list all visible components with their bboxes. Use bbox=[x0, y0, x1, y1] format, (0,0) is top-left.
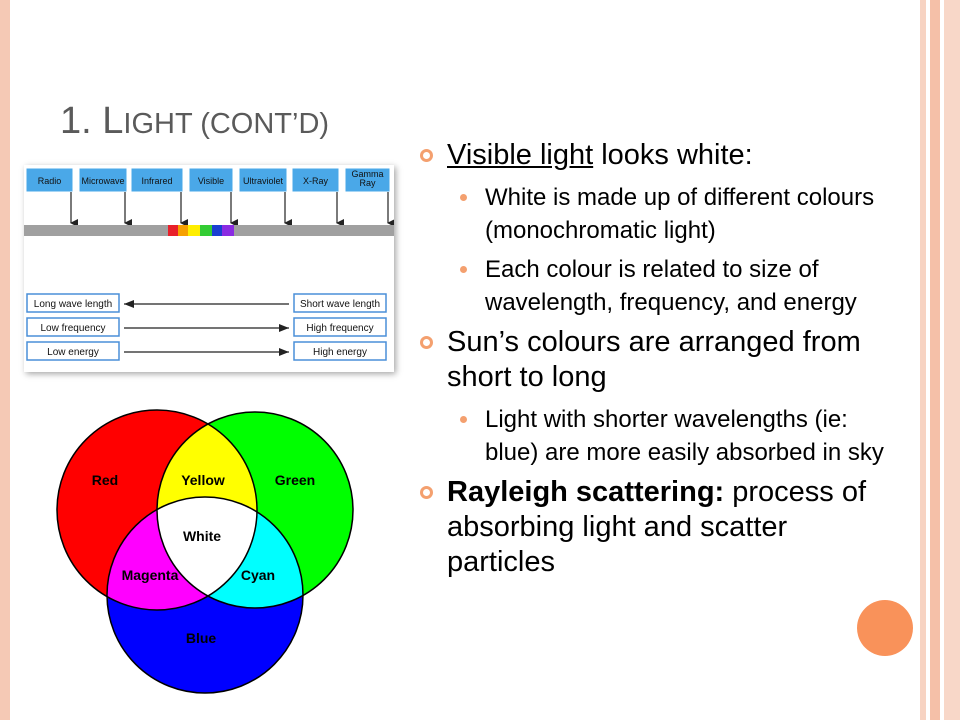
title-initial: L bbox=[102, 100, 124, 142]
title-paren: (CONT’D) bbox=[192, 108, 330, 140]
bullet-ring-icon bbox=[420, 336, 433, 349]
venn-svg bbox=[55, 400, 355, 700]
sub-bullet-white-made-up bbox=[420, 181, 890, 247]
decorative-orange-circle bbox=[857, 600, 913, 656]
bullet-dot-icon bbox=[460, 416, 467, 423]
right-border-stripe-3 bbox=[944, 0, 960, 720]
colour-venn-figure bbox=[55, 400, 355, 705]
label-blue: Blue bbox=[185, 630, 217, 646]
bullet-dot-icon bbox=[460, 266, 467, 273]
band-visible bbox=[189, 168, 233, 223]
svg-text:Ultraviolet: Ultraviolet bbox=[242, 176, 284, 186]
sub-bullet-text: Each colour is related to size of wavelength, frequency, and energy bbox=[485, 256, 857, 316]
right-border-stripe-2 bbox=[930, 0, 940, 720]
svg-text:High frequency: High frequency bbox=[306, 323, 374, 334]
svg-text:Low frequency: Low frequency bbox=[40, 323, 106, 334]
left-label-1 bbox=[27, 318, 119, 336]
svg-text:High energy: High energy bbox=[313, 347, 367, 358]
band-microwave bbox=[79, 168, 127, 223]
svg-text:Visible: Visible bbox=[197, 176, 225, 186]
svg-text:Gamma: Gamma bbox=[351, 169, 384, 179]
sub-bullet-text: White is made up of different colours (monochromatic light) bbox=[485, 184, 875, 244]
svg-text:Radio: Radio bbox=[37, 176, 62, 186]
svg-text:Microwave: Microwave bbox=[81, 176, 125, 186]
visible-colour-band bbox=[168, 225, 234, 236]
bullet-suns-colours bbox=[420, 325, 890, 395]
band-ultraviolet bbox=[239, 168, 287, 223]
title-word-rest: IGHT bbox=[123, 108, 193, 140]
label-cyan: Cyan bbox=[240, 567, 276, 583]
svg-text:Low energy: Low energy bbox=[47, 347, 99, 358]
label-yellow: Yellow bbox=[181, 472, 225, 488]
visible-light-term: Visible light bbox=[447, 139, 594, 171]
rayleigh-text: process of absorbing light and scatter particles bbox=[447, 476, 867, 578]
svg-text:Ray: Ray bbox=[359, 178, 376, 188]
right-label-0 bbox=[294, 294, 386, 312]
bullet-dot-icon bbox=[460, 194, 467, 201]
svg-text:X-Ray: X-Ray bbox=[302, 176, 329, 186]
svg-text:Long wave length: Long wave length bbox=[33, 299, 113, 310]
suns-colours-text: Sun’s colours are arranged from short to long bbox=[447, 326, 861, 393]
label-magenta: Magenta bbox=[121, 567, 179, 583]
band-radio bbox=[26, 168, 73, 223]
label-red: Red bbox=[91, 472, 119, 488]
em-spectrum-figure bbox=[24, 165, 394, 372]
right-label-1 bbox=[294, 318, 386, 336]
bullet-ring-icon bbox=[420, 149, 433, 162]
bullet-ring-icon bbox=[420, 486, 433, 499]
left-label-0 bbox=[27, 294, 119, 312]
label-white: White bbox=[182, 528, 222, 544]
left-label-2 bbox=[27, 342, 119, 360]
label-green: Green bbox=[274, 472, 316, 488]
rayleigh-term: Rayleigh scattering: bbox=[447, 476, 725, 508]
right-border-stripe-1 bbox=[920, 0, 926, 720]
bullet-list bbox=[420, 138, 890, 588]
band-infrared bbox=[131, 168, 183, 223]
left-border-stripe bbox=[0, 0, 10, 720]
band-gamma-ray bbox=[345, 168, 390, 223]
svg-text:Short wave length: Short wave length bbox=[299, 299, 381, 310]
bullet-visible-light bbox=[420, 138, 890, 173]
em-spectrum-svg bbox=[24, 165, 394, 372]
sub-bullet-text: Light with shorter wavelengths (ie: blue) are more easily absorbed in sky bbox=[485, 406, 884, 466]
sub-bullet-shorter-wavelengths bbox=[420, 403, 890, 469]
slide-title bbox=[60, 100, 329, 143]
bullet-rayleigh bbox=[420, 475, 890, 580]
right-label-2 bbox=[294, 342, 386, 360]
title-number: 1. bbox=[60, 100, 103, 142]
sub-bullet-colour-size bbox=[420, 253, 890, 319]
visible-light-text: looks white: bbox=[593, 139, 753, 171]
svg-text:Infrared: Infrared bbox=[141, 176, 173, 186]
band-x-ray bbox=[292, 168, 339, 223]
